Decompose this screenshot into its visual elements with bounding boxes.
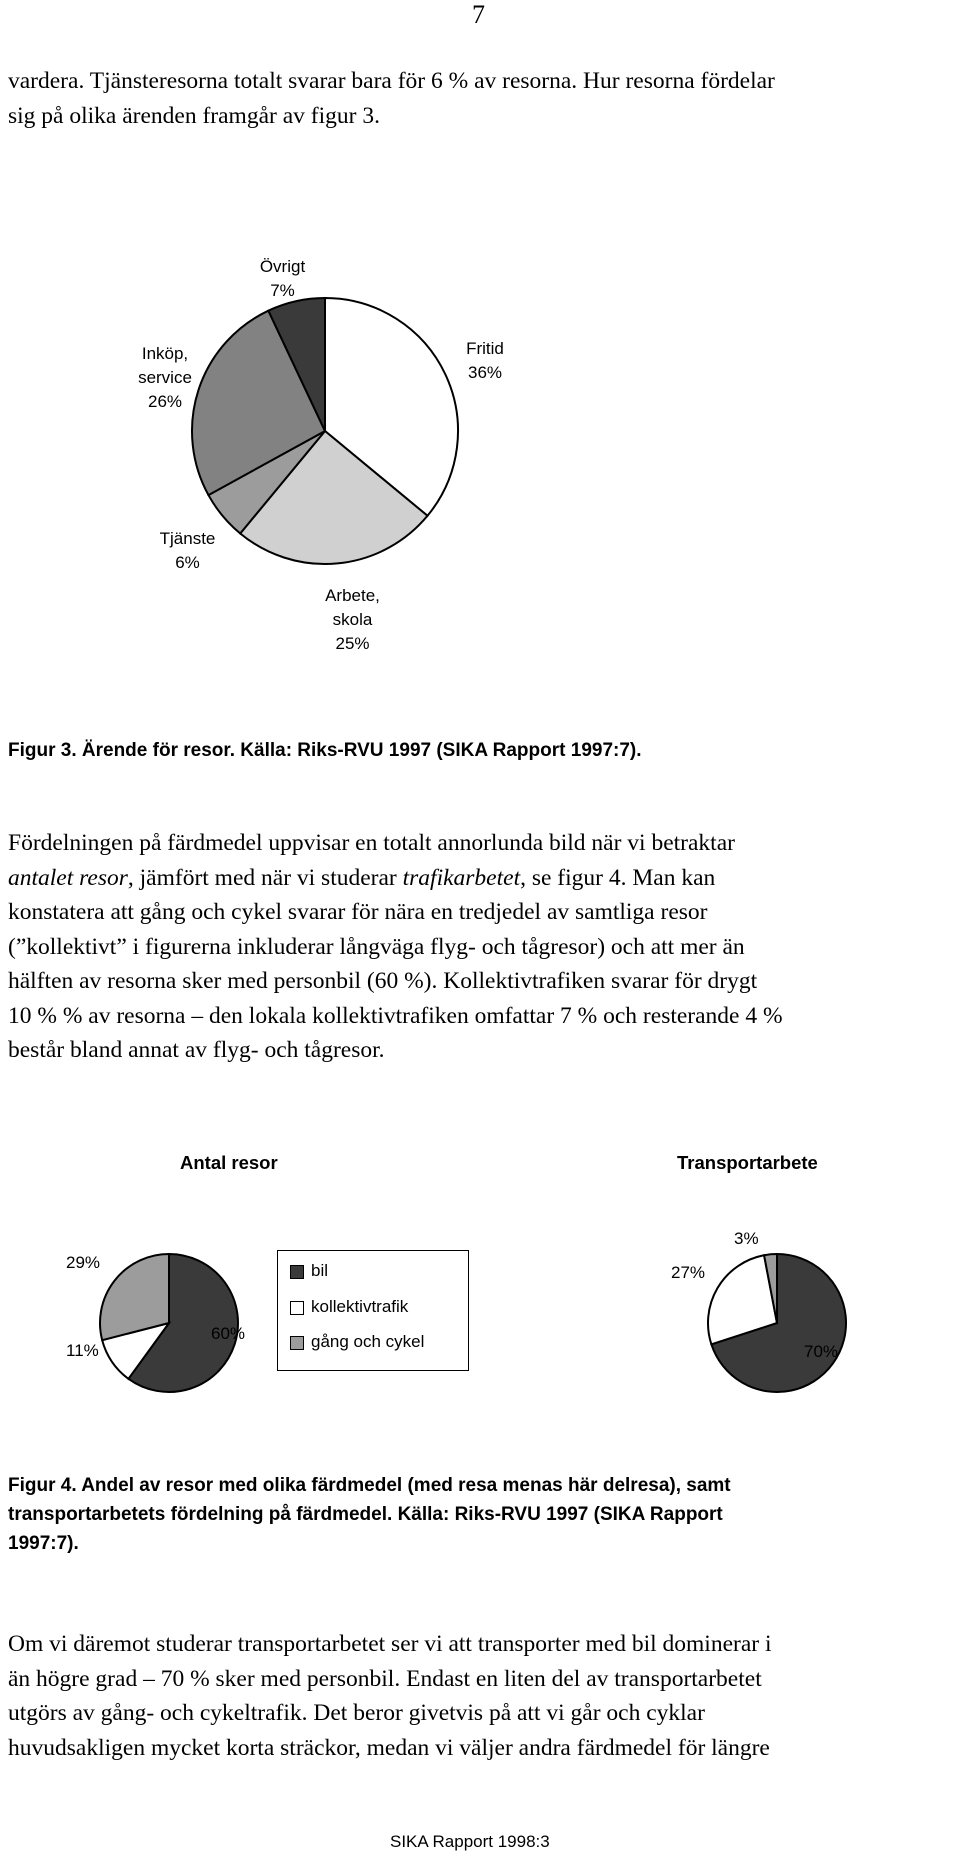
value-label-antal-gang-cykel: 29% [66,1253,101,1272]
figure3-caption: Figur 3. Ärende för resor. Källa: Riks-RVU 1997 (SIKA Rapport 1997:7). [8,740,642,761]
paragraph-line [8,826,948,861]
value-label-antal-kollektiv: 11% [66,1341,99,1360]
figure3-label-inkop [120,342,210,414]
label-line: Tjänste [159,529,216,548]
figure4-legend [277,1250,469,1371]
text-run: Fördelningen på färdmedel uppvisar en totalt annorlunda bild när vi betraktar [8,830,735,856]
caption-line: Figur 4. Andel av resor med olika färdmedel (med resa menas här delresa), samt [8,1475,731,1496]
caption-line: transportarbetets fördelning på färdmedel. Källa: Riks-RVU 1997 (SIKA Rapport [8,1504,723,1525]
legend-label-kollektivtrafik: kollektivtrafik [311,1297,409,1316]
italic-term: trafikarbetet [402,864,521,891]
page-number: 7 [472,0,485,29]
value-label-transport-gang-cykel: 3% [734,1229,759,1248]
figure4-caption [8,1471,731,1558]
body-paragraph-3 [8,1627,948,1765]
intro-line: sig på olika ärenden framgår av figur 3. [8,102,380,129]
text-run: (”kollektivt” i figurerna inkluderar långväga flyg- och tågresor) och att mer än [8,933,745,960]
chart-title-transportarbete: Transportarbete [677,1152,818,1173]
figure3-label-arbete [310,584,395,656]
paragraph-line [8,964,948,999]
label-line: 7% [270,281,295,300]
figure3-label-fritid [445,337,525,385]
value-label-antal-bil: 60% [211,1324,246,1343]
label-line: skola [332,610,373,629]
paragraph-line: utgörs av gång- och cykeltrafik. Det beror givetvis på att vi går och cyklar [8,1700,705,1726]
label-line: Övrigt [259,257,306,276]
text-run: består bland annat av flyg- och tågresor. [8,1037,385,1063]
pie-transportarbete [706,1252,848,1394]
label-line: Inköp, [141,344,189,363]
text-run: , se figur 4. Man kan [520,864,716,891]
label-line: 26% [147,392,183,411]
text-run: konstatera att gång och cykel svarar för nära en tredjedel av samtliga resor [8,899,708,925]
chart-title-antal-resor: Antal resor [180,1152,278,1173]
value-label-transport-kollektiv: 27% [671,1263,706,1282]
legend-label-bil: bil [311,1261,329,1280]
intro-paragraph [8,64,948,133]
legend-swatch-bil [290,1265,304,1279]
label-line: 6% [175,553,200,572]
paragraph-line [8,930,948,965]
value-label-transport-bil: 70% [804,1342,839,1361]
label-line: Arbete, [325,586,380,605]
paragraph-line: än högre grad – 70 % sker med personbil. Endast en liten del av transportarbetet [8,1665,762,1692]
text-run: , jämfört med när vi studerar [127,864,403,891]
figure3-label-tjanste [145,527,230,575]
paragraph-line: huvudsakligen mycket korta sträckor, medan vi väljer andra färdmedel för längre [8,1734,770,1761]
paragraph-line [8,895,948,930]
footer: SIKA Rapport 1998:3 [390,1832,550,1851]
body-paragraph-2 [8,826,948,1068]
legend-swatch-gang-och-cykel [290,1336,304,1350]
text-run: 10 % % av resorna – den lokala kollektivtrafiken omfattar 7 % och resterande 4 % [8,1002,783,1029]
italic-term: antalet resor [8,864,128,891]
paragraph-line [8,861,948,896]
paragraph-line [8,999,948,1034]
legend-swatch-kollektivtrafik [290,1301,304,1315]
label-line: service [138,368,192,387]
figure3-label-ovrigt [245,255,320,303]
label-line: 25% [335,634,370,653]
label-line: 36% [467,363,503,382]
figure3-pie [190,296,460,566]
legend-label-gang-och-cykel: gång och cykel [311,1332,425,1351]
label-line: Fritid [466,339,504,358]
text-run: hälften av resorna sker med personbil (60 %). Kollektivtrafiken svarar för drygt [8,968,758,994]
paragraph-line [8,1033,948,1068]
paragraph-line: Om vi däremot studerar transportarbetet ser vi att transporter med bil dominerar i [8,1631,772,1657]
caption-line: 1997:7). [8,1533,79,1554]
intro-line: vardera. Tjänsteresorna totalt svarar bara för 6 % av resorna. Hur resorna fördelar [8,68,775,94]
